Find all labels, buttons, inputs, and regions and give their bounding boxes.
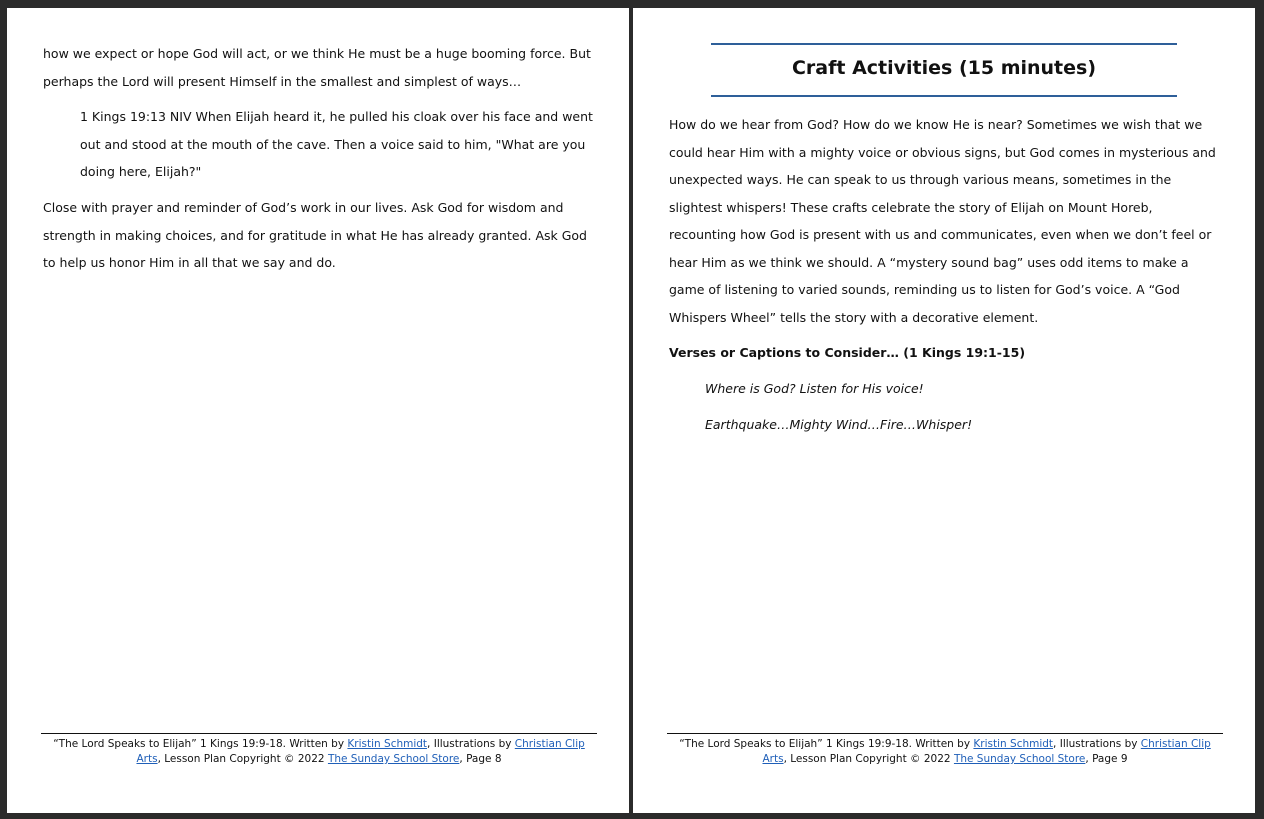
footer-text: , Illustrations by [427, 738, 515, 750]
page-number: , Page 8 [459, 753, 502, 765]
illustrator-link[interactable]: Christian Clip Arts [762, 738, 1211, 765]
body-paragraph: how we expect or hope God will act, or we think He must be a huge booming force. But perhaps the Lord will present Himself in the smallest and simplest of ways… [43, 46, 591, 89]
author-link[interactable]: Kristin Schmidt [973, 738, 1054, 750]
footer-text: , Lesson Plan Copyright © 2022 [783, 753, 954, 765]
scripture-quote: 1 Kings 19:13 NIV When Elijah heard it, he pulled his cloak over his face and went out and stood at the mouth of the cave. Then a voice said to him, "What are you doing here, Elijah?" [80, 109, 593, 179]
store-link[interactable]: The Sunday School Store [953, 753, 1086, 765]
document-page-8 [7, 8, 629, 813]
heading-rule-top [711, 43, 1177, 45]
page-number: , Page 9 [1085, 753, 1128, 765]
footer-text: , Lesson Plan Copyright © 2022 [157, 753, 328, 765]
caption-text: Where is God? Listen for His voice! [705, 381, 924, 396]
heading-rule-bottom [711, 95, 1177, 97]
body-paragraph: How do we hear from God? How do we know He is near? Sometimes we wish that we could hear Him with a mighty voice or obvious signs, but God comes in mysterious and unexpected ways. He can speak to us through various means, sometimes in the slightest whispers! These crafts celebrate the story of Elijah on Mount Horeb, recounting how God is present with us and communicates, even when we don’t feel or hear Him as we think we should. A “mystery sound bag” uses odd items to make a game of listening to varied sounds, reminding us to listen for God’s voice. A “God Whispers Wheel” tells the story with a decorative element. [669, 117, 1216, 325]
verses-heading: Verses or Captions to Consider… (1 Kings 19:1-15) [669, 345, 1026, 360]
section-heading: Craft Activities (15 minutes) [791, 57, 1097, 79]
footer-text: “The Lord Speaks to Elijah” 1 Kings 19:9-18. Written by [679, 738, 974, 750]
illustrator-link[interactable]: Christian Clip Arts [136, 738, 585, 765]
footer-text: , Illustrations by [1053, 738, 1141, 750]
page-footer [667, 733, 1223, 767]
store-link[interactable]: The Sunday School Store [327, 753, 460, 765]
page-footer [41, 733, 597, 767]
author-link[interactable]: Kristin Schmidt [347, 738, 428, 750]
caption-text: Earthquake…Mighty Wind…Fire…Whisper! [705, 417, 973, 432]
closing-paragraph: Close with prayer and reminder of God’s work in our lives. Ask God for wisdom and strength in making choices, and for gratitude in what He has already granted. Ask God to help us honor Him in all that we say and do. [43, 200, 587, 270]
footer-text: “The Lord Speaks to Elijah” 1 Kings 19:9-18. Written by [53, 738, 348, 750]
document-page-9 [633, 8, 1255, 813]
